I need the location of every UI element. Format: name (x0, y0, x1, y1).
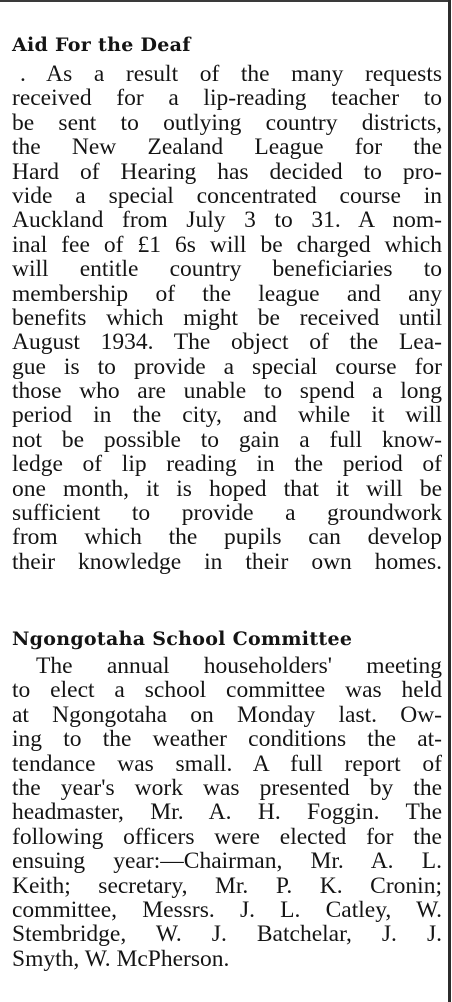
body-line: from which the pupils can develop (12, 524, 442, 551)
body-line: gue is to provide a special course for (12, 353, 442, 380)
body-line: Auckland from July 3 to 31. A nom- (12, 207, 442, 234)
body-line: at Ngongotaha on Monday last. Ow- (12, 701, 442, 728)
body-line: the year's work was presented by the (12, 774, 442, 801)
body-line: Smyth, W. McPherson. (12, 945, 230, 972)
body-line: tendance was small. A full report of (12, 750, 442, 777)
body-line: The annual householders' meeting (36, 653, 442, 679)
article-body (12, 62, 442, 574)
body-line: their knowledge in their own homes. (12, 548, 442, 575)
body-line: Hard of Hearing has decided to pro- (12, 158, 442, 185)
body-line: inal fee of £1 6s will be charged which (12, 231, 442, 258)
body-line: ensuing year:—Chairman, Mr. A. L. (12, 848, 442, 875)
article-ngongotaha-school-committee (12, 628, 442, 971)
body-line: received for a lip-reading teacher to (12, 85, 442, 112)
body-line: vide a special concentrated course in (12, 182, 442, 209)
body-line: will entitle country beneficiaries to (12, 256, 442, 283)
body-line: benefits which might be received until (12, 304, 442, 331)
body-line: sufficient to provide a groundwork (12, 500, 442, 527)
body-line: . As a result of the many requests (20, 61, 442, 87)
body-line: ing to the weather conditions the at- (12, 726, 442, 753)
top-column-rule (0, 0, 448, 2)
article-heading: Ngongotaha School Committee (12, 628, 353, 650)
article-body (12, 654, 442, 971)
body-line: committee, Messrs. J. L. Catley, W. (12, 896, 442, 923)
body-line: period in the city, and while it will (12, 402, 442, 429)
body-line: those who are unable to spend a long (12, 378, 442, 405)
body-line: the New Zealand League for the (12, 134, 442, 161)
body-line: headmaster, Mr. A. H. Foggin. The (12, 799, 442, 826)
body-line: be sent to outlying country districts, (12, 109, 442, 136)
article-aid-for-the-deaf (12, 34, 442, 574)
body-line: one month, it is hoped that it will be (12, 475, 442, 502)
body-line: ledge of lip reading in the period of (12, 451, 442, 478)
body-line: following officers were elected for the (12, 823, 442, 850)
body-line: Keith; secretary, Mr. P. K. Cronin; (12, 872, 442, 899)
body-line: membership of the league and any (12, 280, 442, 307)
body-line: not be possible to gain a full know- (12, 426, 442, 453)
right-column-rule (448, 0, 451, 1002)
body-line: Stembridge, W. J. Batchelar, J. J. (12, 921, 442, 948)
body-line: August 1934. The object of the Lea- (12, 329, 442, 356)
body-line: to elect a school committee was held (12, 677, 442, 704)
article-heading: Aid For the Deaf (12, 34, 191, 56)
